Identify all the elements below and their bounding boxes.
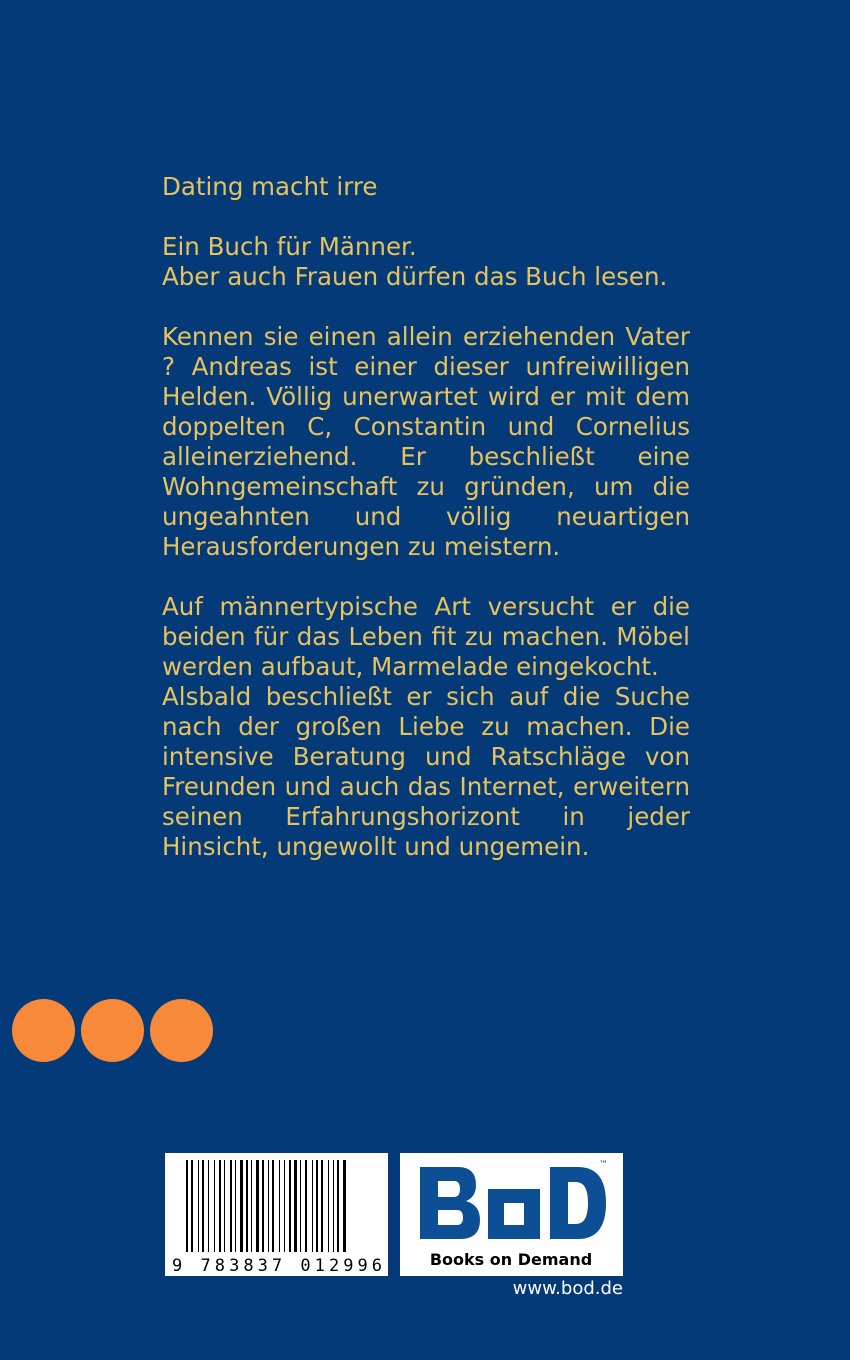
intro-text xyxy=(162,232,690,292)
barcode-bar xyxy=(235,1160,236,1252)
bod-logo-icon xyxy=(400,1153,623,1276)
barcode-bar xyxy=(186,1160,188,1252)
publisher-url[interactable]: www.bod.de xyxy=(512,1278,623,1299)
barcode-bar xyxy=(246,1160,248,1252)
blurb-paragraph-2-line: werden aufbaut, Marmelade eingekocht. xyxy=(162,652,659,681)
barcode-bar xyxy=(262,1160,264,1252)
isbn-digits: 9 783837 012996 xyxy=(172,1256,382,1276)
barcode-icon xyxy=(166,1154,389,1277)
orange-dot xyxy=(81,999,144,1062)
barcode-bar xyxy=(328,1160,329,1252)
isbn-barcode xyxy=(165,1153,388,1276)
orange-dot xyxy=(150,999,213,1062)
publisher-name: Books on Demand xyxy=(429,1250,593,1269)
publisher-logo xyxy=(400,1153,623,1276)
barcode-bar xyxy=(343,1160,346,1252)
intro-line: Aber auch Frauen dürfen das Buch lesen. xyxy=(162,262,668,291)
barcode-bar xyxy=(191,1160,193,1252)
barcode-bar xyxy=(279,1160,280,1252)
barcode-bar xyxy=(208,1160,209,1252)
barcode-bar xyxy=(300,1160,301,1252)
barcode-bar xyxy=(256,1160,259,1252)
logo-letter-b xyxy=(420,1167,480,1239)
barcode-bar xyxy=(321,1160,323,1252)
barcode-bar xyxy=(251,1160,252,1252)
barcode-bar xyxy=(202,1160,204,1252)
barcode-bar xyxy=(337,1160,339,1252)
blurb-paragraph-1: Kennen sie einen allein erziehenden Vater ? Andreas ist einer dieser unfreiwilligen Helden. Völlig unerwartet wird er mit dem doppelten C, Constantin und Cornelius alleinerziehend. Er beschließt eine Wohngemeinschaft zu gründen, um die ungeahnten und völlig neuartigen Herausforderungen zu meistern. xyxy=(162,322,690,561)
blurb-paragraph-2-line: Alsbald beschließt er sich auf die Suche nach der großen Liebe zu machen. Die intensive Beratung und Ratschläge von Freunden und auch das Internet, erweitern seinen Erfahrungshorizont in jeder Hinsicht, ungewollt und ungemein. xyxy=(162,682,690,861)
trademark-symbol: ™ xyxy=(599,1160,608,1170)
barcode-bar xyxy=(219,1160,221,1252)
barcode-bar xyxy=(230,1160,232,1252)
blurb-paragraph-2 xyxy=(162,592,690,862)
barcode-bar xyxy=(224,1160,225,1252)
barcode-bar xyxy=(312,1160,313,1252)
barcode-bar xyxy=(284,1160,285,1252)
barcode-bar xyxy=(316,1160,318,1252)
intro-line: Ein Buch für Männer. xyxy=(162,232,417,261)
barcode-bar xyxy=(333,1160,334,1252)
book-title: Dating macht irre xyxy=(162,172,378,201)
barcode-bar xyxy=(198,1160,199,1252)
blurb-paragraph-2-line: Auf männertypische Art versucht er die beiden für das Leben fit zu machen. Möbel xyxy=(162,592,690,651)
barcode-bar xyxy=(240,1160,243,1252)
back-cover-blurb xyxy=(162,172,690,892)
barcode-bar xyxy=(268,1160,269,1252)
barcode-bar xyxy=(272,1160,274,1252)
logo-letter-o xyxy=(488,1189,540,1239)
logo-letter-d xyxy=(550,1167,606,1239)
barcode-bar xyxy=(305,1160,307,1252)
barcode-bar xyxy=(294,1160,297,1252)
barcode-bar xyxy=(289,1160,291,1252)
orange-dot xyxy=(12,999,75,1062)
barcode-bar xyxy=(214,1160,215,1252)
